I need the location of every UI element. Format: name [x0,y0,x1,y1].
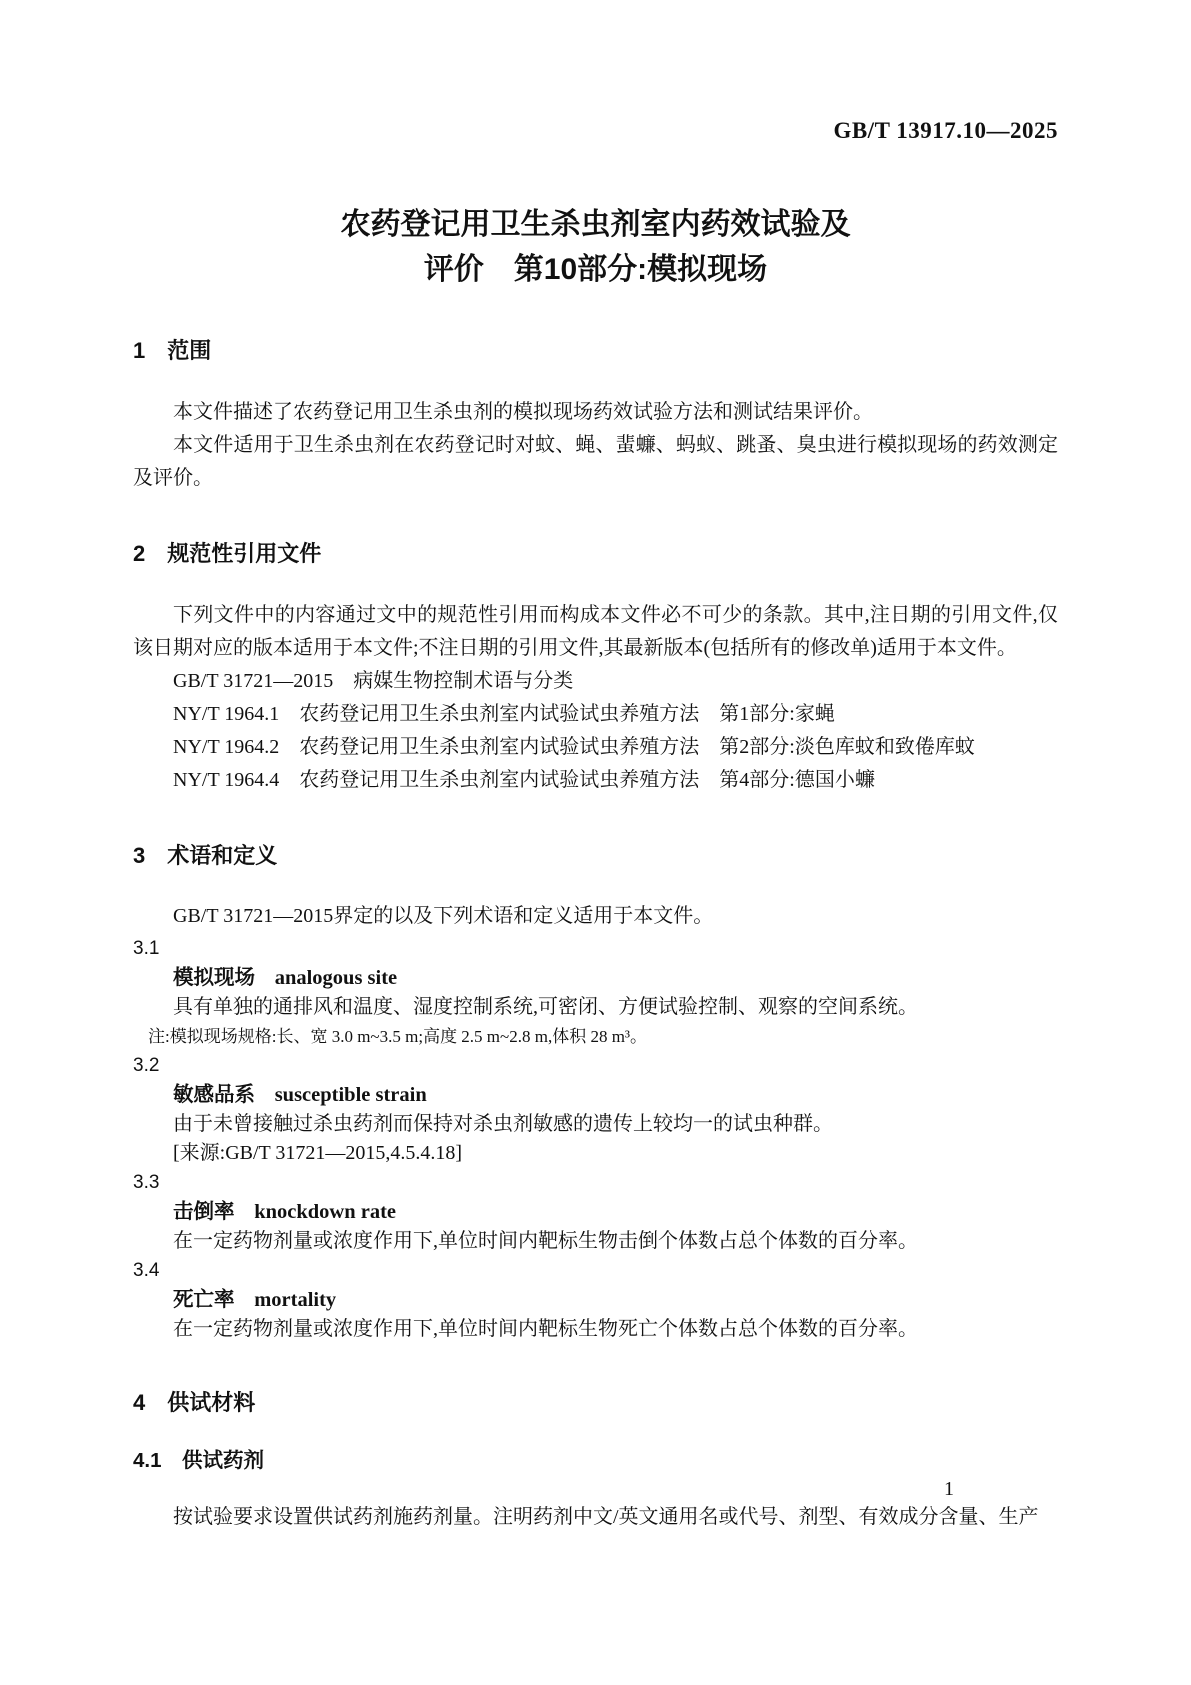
page-number: 1 [944,1478,954,1500]
term-block-3-4 [133,1256,1058,1344]
term-source: [来源:GB/T 31721—2015,4.5.4.18] [173,1142,463,1164]
section-4-heading: 4 供试材料 [133,1390,256,1415]
term-block-3-3 [133,1168,1058,1256]
section-2-heading: 2 规范性引用文件 [133,541,322,566]
reference-item-2: NY/T 1964.1 农药登记用卫生杀虫剂室内试验试虫养殖方法 第1部分:家蝇 [173,703,835,725]
term-definition: 在一定药物剂量或浓度作用下,单位时间内靶标生物击倒个体数占总个体数的百分率。 [173,1230,918,1252]
section-terms-definitions [133,843,1058,1344]
term-name [133,1080,1058,1110]
term-definition: 在一定药物剂量或浓度作用下,单位时间内靶标生物死亡个体数占总个体数的百分率。 [173,1318,918,1340]
term-name-zh: 模拟现场 [173,966,255,989]
section-1-heading: 1 范围 [133,338,212,363]
term-definition: 具有单独的通排风和温度、湿度控制系统,可密闭、方便试验控制、观察的空间系统。 [173,996,918,1018]
term-number: 3.1 [133,938,160,959]
section-normative-references [133,541,1058,797]
term-name-zh: 击倒率 [173,1200,235,1223]
term-definition: 由于未曾接触过杀虫药剂而保持对杀虫剂敏感的遗传上较均一的试虫种群。 [173,1113,833,1135]
section-scope [133,338,1058,495]
reference-item-1: GB/T 31721—2015 病媒生物控制术语与分类 [173,670,574,692]
terms-intro: GB/T 31721—2015界定的以及下列术语和定义适用于本文件。 [173,905,714,927]
term-name [133,1285,1058,1315]
section-1-paragraph-2: 本文件适用于卫生杀虫剂在农药登记时对蚊、蝇、蜚蠊、蚂蚁、跳蚤、臭虫进行模拟现场的药效测定及评价。 [133,434,1058,489]
term-block-3-2 [133,1051,1058,1168]
term-name-zh: 敏感品系 [173,1083,255,1106]
title-line-2: 评价 第10部分:模拟现场 [423,253,768,286]
title-line-1: 农药登记用卫生杀虫剂室内药效试验及 [340,208,851,241]
term-name [133,963,1058,993]
reference-item-4: NY/T 1964.4 农药登记用卫生杀虫剂室内试验试虫养殖方法 第4部分:德国小蠊 [173,769,875,791]
term-name-en: mortality [254,1289,337,1311]
reference-list [133,665,1058,797]
standard-number: GB/T 13917.10—2025 [833,118,1058,143]
section-test-materials [133,1390,1058,1534]
term-name-en: analogous site [274,967,398,989]
term-note: 注:模拟现场规格:长、宽 3.0 m~3.5 m;高度 2.5 m~2.8 m,体积 28 m³。 [148,1027,648,1046]
section-4-1-heading: 4.1 供试药剂 [133,1449,264,1472]
document-title [133,202,1058,292]
section-2-paragraph-1: 下列文件中的内容通过文中的规范性引用而构成本文件必不可少的条款。其中,注日期的引用文件,仅该日期对应的版本适用于本文件;不注日期的引用文件,其最新版本(包括所有的修改单)适用于本文件。 [133,604,1058,659]
section-4-1-paragraph-1: 按试验要求设置供试药剂施药剂量。注明药剂中文/英文通用名或代号、剂型、有效成分含量、生产 [173,1506,1039,1528]
term-name-en: susceptible strain [274,1084,427,1106]
term-number: 3.2 [133,1055,160,1076]
section-1-paragraph-1: 本文件描述了农药登记用卫生杀虫剂的模拟现场药效试验方法和测试结果评价。 [173,401,873,423]
term-block-3-1 [133,934,1058,1051]
term-number: 3.3 [133,1172,160,1193]
section-3-heading: 3 术语和定义 [133,843,278,868]
reference-item-3: NY/T 1964.2 农药登记用卫生杀虫剂室内试验试虫养殖方法 第2部分:淡色库蚊和致倦库蚊 [173,736,975,758]
term-number: 3.4 [133,1260,160,1281]
term-name [133,1197,1058,1227]
term-name-en: knockdown rate [254,1201,397,1223]
page-content [133,0,1058,1534]
term-name-zh: 死亡率 [173,1288,235,1311]
